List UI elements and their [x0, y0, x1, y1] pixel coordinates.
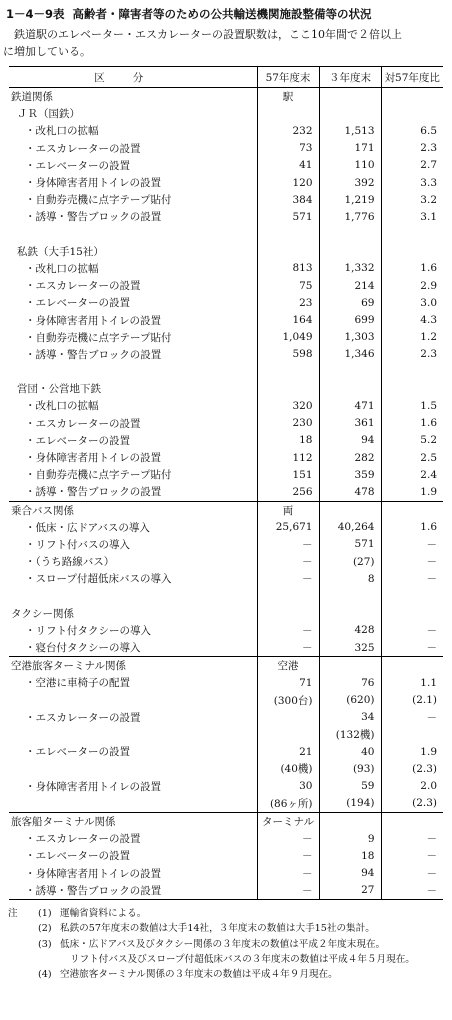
table-row: [9, 140, 443, 157]
value-fy3: 9: [319, 830, 381, 847]
row-label: [9, 226, 257, 243]
value-fy57: 駅: [257, 88, 319, 106]
footnote-number: (2): [38, 923, 52, 935]
row-label: ・誘導・警告ブロックの設置: [9, 882, 257, 900]
row-label: ・身体障害者用トイレの設置: [25, 780, 161, 793]
value-ratio: 1.6: [381, 415, 443, 432]
value-ratio: [381, 587, 443, 604]
value-ratio: －: [381, 709, 443, 726]
value-ratio: [381, 363, 443, 380]
footnote: [8, 921, 448, 936]
value-ratio: 2.3: [381, 140, 443, 157]
header-fy57: 57年度末: [257, 67, 319, 88]
table-body: [9, 88, 443, 900]
footnote-number: (3): [38, 938, 52, 950]
value-fy57: 598: [257, 346, 319, 363]
value-fy57: 1,049: [257, 329, 319, 346]
value-ratio: 3.0: [381, 294, 443, 311]
footnote-text: 空港旅客ターミナル関係の３年度末の数値は平成４年９月現在。: [60, 969, 338, 981]
value-ratio: －: [381, 830, 443, 847]
value-fy3: 478: [319, 483, 381, 501]
value-ratio: －: [381, 553, 443, 570]
value-ratio: 5.2: [381, 432, 443, 449]
value-fy3: 1,513: [319, 122, 381, 139]
value-ratio: [381, 88, 443, 106]
footnotes: [8, 906, 448, 982]
value-fy3: [319, 657, 381, 675]
table-row: [9, 432, 443, 449]
row-label: ・エレベーターの設置: [25, 297, 130, 310]
value-fy57: [257, 587, 319, 604]
value-fy57: 232: [257, 122, 319, 139]
value-fy3: 34: [319, 709, 381, 726]
value-fy57: 73: [257, 140, 319, 157]
value-fy3: [319, 105, 381, 122]
footnote-head: [8, 967, 38, 982]
value-fy3: 1,346: [319, 346, 381, 363]
value-fy57: 25,671: [257, 519, 319, 536]
table-row: [9, 882, 443, 900]
value-fy57: －: [257, 864, 319, 881]
value-fy3: 76: [319, 674, 381, 691]
table-number: 1－4－9表: [6, 7, 65, 21]
table-row: [9, 191, 443, 208]
value-ratio: (2.3): [381, 795, 443, 813]
value-fy3: 8: [319, 570, 381, 587]
value-ratio: 3.2: [381, 191, 443, 208]
intro-paragraph: [3, 26, 442, 60]
footnote-head: [8, 921, 38, 936]
value-fy57: 230: [257, 415, 319, 432]
row-label: ・改札口の拡幅: [25, 262, 99, 275]
value-fy3: (620): [319, 692, 381, 709]
row-label: ・自動券売機に点字テープ貼付: [25, 194, 172, 207]
value-ratio: 1.5: [381, 397, 443, 414]
value-ratio: 3.1: [381, 208, 443, 225]
table-row: [9, 536, 443, 553]
value-ratio: 6.5: [381, 122, 443, 139]
value-fy57: －: [257, 553, 319, 570]
value-fy3: 359: [319, 466, 381, 483]
value-ratio: 2.7: [381, 157, 443, 174]
value-ratio: 1.6: [381, 260, 443, 277]
row-label: ・リフト付バスの導入: [25, 538, 130, 551]
table-row: [9, 346, 443, 363]
row-label: ・エレベーターの設置: [25, 434, 130, 447]
row-label: [9, 795, 257, 813]
table-row: [9, 830, 443, 847]
value-ratio: 2.9: [381, 277, 443, 294]
table-row: [9, 709, 443, 726]
row-label: ・身体障害者用トイレの設置: [25, 177, 161, 190]
row-label: ・誘導・警告ブロックの設置: [25, 486, 162, 499]
value-fy3: 27: [319, 882, 381, 900]
value-fy57: －: [257, 570, 319, 587]
value-ratio: －: [381, 847, 443, 864]
spacer-row: [9, 226, 443, 243]
footnote-number: (4): [38, 969, 52, 981]
row-label: ・エレベーターの設置: [25, 159, 130, 172]
value-ratio: 2.3: [381, 346, 443, 363]
value-fy3: 69: [319, 294, 381, 311]
table-row: [9, 294, 443, 311]
footnote: [8, 967, 448, 982]
row-label: タクシー関係: [11, 607, 74, 620]
value-fy3: 699: [319, 311, 381, 328]
value-fy57: [257, 243, 319, 260]
row-label: ・誘導・警告ブロックの設置: [25, 211, 162, 224]
table-row: [9, 260, 443, 277]
value-fy57: 112: [257, 449, 319, 466]
value-fy57: 空港: [257, 657, 319, 675]
header-category: 区分: [9, 67, 257, 88]
table-row: [9, 415, 443, 432]
value-fy57: 41: [257, 157, 319, 174]
row-label: ・エレベーターの設置: [25, 850, 130, 863]
value-ratio: (2.3): [381, 760, 443, 777]
row-label: 空港旅客ターミナル関係: [9, 657, 257, 675]
row-label: ・リフト付タクシーの導入: [25, 624, 151, 637]
value-fy3: 282: [319, 449, 381, 466]
table-row: [9, 692, 443, 709]
value-fy57: －: [257, 639, 319, 657]
section-row: [9, 88, 443, 106]
value-ratio: [381, 243, 443, 260]
table-row: [9, 639, 443, 657]
value-ratio: －: [381, 536, 443, 553]
table-row: [9, 483, 443, 501]
row-label: ・誘導・警告ブロックの設置: [25, 348, 162, 361]
table-row: [9, 105, 443, 122]
value-ratio: [381, 105, 443, 122]
value-ratio: 2.4: [381, 466, 443, 483]
row-label: ・（うち路線バス）: [25, 556, 115, 569]
table-row: [9, 570, 443, 587]
row-label: ・エレベーターの設置: [25, 746, 130, 759]
table-row: [9, 760, 443, 777]
footnote-text: 運輸省資料による。: [60, 908, 147, 919]
footnote: [8, 937, 448, 952]
table-row: [9, 466, 443, 483]
value-fy57: －: [257, 882, 319, 900]
value-fy3: 571: [319, 536, 381, 553]
footnote-text: 私鉄の57年度末の数値は大手14社，３年度末の数値は大手15社の集計。: [60, 923, 375, 935]
value-fy3: [319, 587, 381, 604]
value-ratio: －: [381, 864, 443, 881]
row-label: ・改札口の拡幅: [25, 125, 99, 138]
section-row: [9, 501, 443, 519]
value-fy3: 94: [319, 864, 381, 881]
value-ratio: 2.5: [381, 449, 443, 466]
table-row: [9, 329, 443, 346]
value-fy3: 428: [319, 622, 381, 639]
value-fy57: [257, 709, 319, 726]
value-fy57: 両: [257, 501, 319, 519]
value-fy57: 384: [257, 191, 319, 208]
value-fy57: (300台): [257, 692, 319, 709]
row-label: ・自動券売機に点字テープ貼付: [25, 331, 172, 344]
table-row: [9, 122, 443, 139]
row-label: ・寝台付タクシーの導入: [25, 642, 141, 655]
table-row: [9, 243, 443, 260]
table-row: [9, 380, 443, 397]
value-fy57: 571: [257, 208, 319, 225]
value-fy57: 256: [257, 483, 319, 501]
row-label: ・身体障害者用トイレの設置: [25, 314, 161, 327]
row-label: ・エスカレーターの設置: [25, 833, 141, 846]
value-ratio: －: [381, 622, 443, 639]
footnote-text: リフト付バス及びスロープ付超低床バスの３年度末の数値は平成４年５月現在。: [70, 953, 415, 965]
row-label: ・スロープ付超低床バスの導入: [25, 573, 172, 586]
table-header-row: [9, 67, 443, 88]
value-fy57: [257, 726, 319, 743]
footnote-head: 注: [8, 908, 18, 919]
value-fy3: 171: [319, 140, 381, 157]
row-label: [9, 587, 257, 604]
value-ratio: 1.1: [381, 674, 443, 691]
row-label: [9, 760, 257, 777]
value-fy3: (27): [319, 553, 381, 570]
value-ratio: (2.1): [381, 692, 443, 709]
table-row: [9, 519, 443, 536]
value-ratio: [381, 501, 443, 519]
row-label: ・身体障害者用トイレの設置: [25, 452, 161, 465]
value-ratio: －: [381, 639, 443, 657]
row-label: [9, 363, 257, 380]
value-ratio: －: [381, 570, 443, 587]
table-row: [9, 674, 443, 691]
spacer-row: [9, 587, 443, 604]
value-fy57: 120: [257, 174, 319, 191]
row-label: ・身体障害者用トイレの設置: [25, 867, 161, 880]
value-ratio: 1.9: [381, 743, 443, 760]
value-ratio: [381, 605, 443, 622]
value-fy57: [257, 226, 319, 243]
table-row: [9, 743, 443, 760]
value-fy57: 75: [257, 277, 319, 294]
footnote: [8, 952, 448, 967]
row-label: 旅客船ターミナル関係: [9, 812, 257, 830]
value-fy3: 392: [319, 174, 381, 191]
footnote-number: (1): [38, 908, 52, 919]
value-fy57: [257, 605, 319, 622]
row-label: ・自動券売機に点字テープ貼付: [25, 469, 172, 482]
row-label: ・低床・広ドアバスの導入: [25, 521, 150, 534]
value-fy3: 1,219: [319, 191, 381, 208]
value-fy3: [319, 501, 381, 519]
value-fy57: －: [257, 830, 319, 847]
row-label: ＪＲ（国鉄）: [17, 108, 80, 121]
value-fy57: 30: [257, 778, 319, 795]
value-fy57: [257, 363, 319, 380]
value-fy3: 325: [319, 639, 381, 657]
footnote-head: [8, 937, 38, 952]
section-row: [9, 605, 443, 622]
value-fy57: (40機): [257, 760, 319, 777]
table-row: [9, 726, 443, 743]
value-fy3: [319, 380, 381, 397]
row-label: ・改札口の拡幅: [25, 400, 99, 413]
table-row: [9, 778, 443, 795]
row-label: 私鉄（大手15社）: [17, 245, 104, 258]
value-ratio: [381, 226, 443, 243]
table-title: [6, 6, 446, 22]
table-row: [9, 311, 443, 328]
row-label: [9, 692, 257, 709]
value-fy57: 71: [257, 674, 319, 691]
table-row: [9, 449, 443, 466]
facility-status-table: [9, 66, 443, 900]
table-row: [9, 174, 443, 191]
value-fy57: －: [257, 847, 319, 864]
value-fy3: 214: [319, 277, 381, 294]
row-label: ・エスカレーターの設置: [25, 142, 141, 155]
row-label: 乗合バス関係: [9, 501, 257, 519]
footnote: [8, 906, 448, 921]
value-ratio: 2.0: [381, 778, 443, 795]
table-row: [9, 847, 443, 864]
value-fy57: 320: [257, 397, 319, 414]
value-fy57: [257, 105, 319, 122]
value-ratio: 4.3: [381, 311, 443, 328]
row-label: ・エスカレーターの設置: [25, 280, 141, 293]
value-fy3: [319, 226, 381, 243]
value-fy3: 40: [319, 743, 381, 760]
value-ratio: [381, 380, 443, 397]
row-label: [9, 726, 257, 743]
value-ratio: 1.6: [381, 519, 443, 536]
value-fy3: 471: [319, 397, 381, 414]
value-fy3: (132機): [319, 726, 381, 743]
table-row: [9, 622, 443, 639]
value-fy57: －: [257, 622, 319, 639]
value-fy57: －: [257, 536, 319, 553]
intro-line-1: 鉄道駅のエレベーター・エスカレーターの設置駅数は，ここ10年間で２倍以上: [14, 28, 402, 41]
header-fy3: ３年度末: [319, 67, 381, 88]
value-fy57: 18: [257, 432, 319, 449]
value-ratio: [381, 812, 443, 830]
section-row: [9, 812, 443, 830]
value-fy57: 813: [257, 260, 319, 277]
value-ratio: [381, 657, 443, 675]
value-fy3: 18: [319, 847, 381, 864]
header-ratio: 対57年度比: [381, 67, 443, 88]
table-row: [9, 397, 443, 414]
value-fy3: [319, 605, 381, 622]
value-fy3: 40,264: [319, 519, 381, 536]
table-row: [9, 795, 443, 813]
value-fy3: 59: [319, 778, 381, 795]
value-fy57: 151: [257, 466, 319, 483]
table-row: [9, 277, 443, 294]
value-ratio: 1.2: [381, 329, 443, 346]
table-row: [9, 864, 443, 881]
value-fy3: 1,776: [319, 208, 381, 225]
footnote-text: 低床・広ドアバス及びタクシー関係の３年度末の数値は平成２年度末現在。: [60, 938, 386, 950]
row-label: ・エスカレーターの設置: [25, 711, 141, 724]
value-fy3: (93): [319, 760, 381, 777]
value-fy3: 94: [319, 432, 381, 449]
value-fy3: 1,332: [319, 260, 381, 277]
value-ratio: [381, 726, 443, 743]
row-label: 鉄道関係: [11, 91, 53, 104]
table-row: [9, 208, 443, 225]
value-ratio: 3.3: [381, 174, 443, 191]
value-fy3: (194): [319, 795, 381, 813]
value-fy3: 110: [319, 157, 381, 174]
value-fy3: [319, 812, 381, 830]
table-row: [9, 157, 443, 174]
value-fy57: 21: [257, 743, 319, 760]
value-fy3: [319, 363, 381, 380]
row-label: ・空港に車椅子の配置: [25, 677, 130, 690]
value-fy57: 23: [257, 294, 319, 311]
value-ratio: 1.9: [381, 483, 443, 501]
value-fy57: (86ヶ所): [257, 795, 319, 813]
value-fy57: [257, 380, 319, 397]
value-fy57: 164: [257, 311, 319, 328]
value-fy3: [319, 243, 381, 260]
value-fy3: [319, 88, 381, 106]
value-fy3: 1,303: [319, 329, 381, 346]
section-row: [9, 657, 443, 675]
value-fy57: ターミナル: [257, 812, 319, 830]
spacer-row: [9, 363, 443, 380]
row-label: ・エスカレーターの設置: [25, 417, 141, 430]
table-title-text: 高齢者・障害者等のための公共輸送機関施設整備等の状況: [72, 7, 372, 21]
row-label: 営団・公営地下鉄: [17, 383, 101, 396]
intro-line-2: に増加している。: [3, 45, 91, 58]
value-ratio: －: [381, 882, 443, 900]
table-row: [9, 553, 443, 570]
value-fy3: 361: [319, 415, 381, 432]
